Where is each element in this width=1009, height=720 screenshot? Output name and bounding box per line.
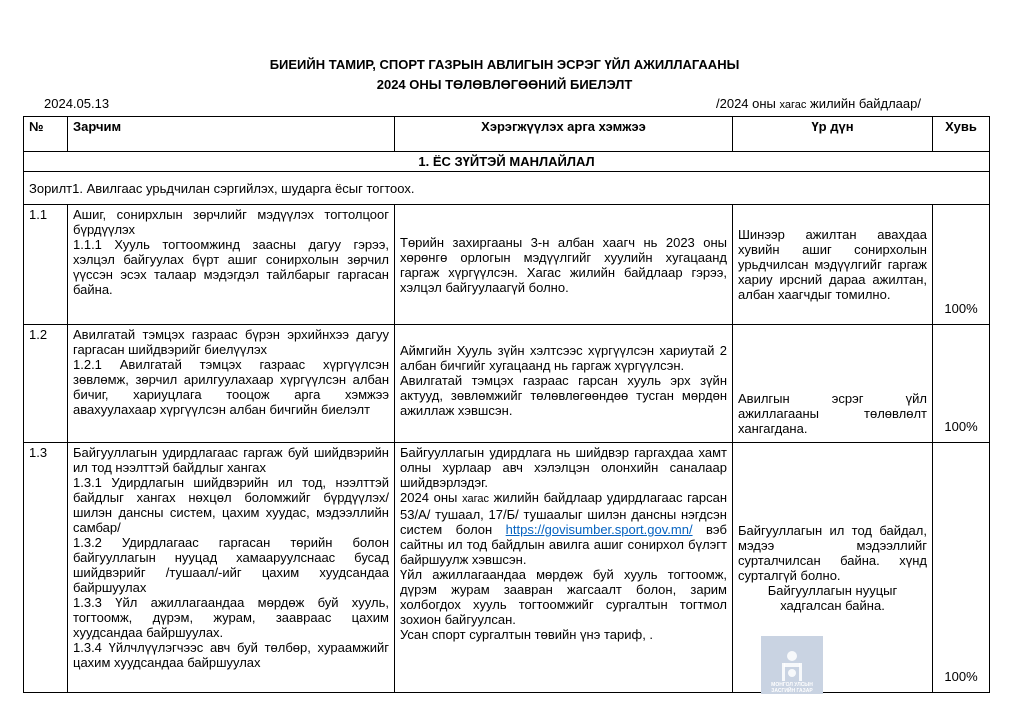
table-row xyxy=(24,443,990,693)
action-text: Аймгийн Хууль зүйн хэлтсээс хүргүүлсэн хариутай 2 албан бичгийг хугацаанд нь гаргаж хүргүүлсэн. xyxy=(400,343,727,373)
table-row xyxy=(24,205,990,325)
period-note: /2024 оны хагас жилийн байдлаар/ xyxy=(716,96,921,111)
principle-item: 1.3.2 Удирдлагаас гаргасан төрийн болон байгууллагын нууцад хамааруулснаас бусад шийдвэрийг /тушаал/-ийг цахим хуудсандаа байршуулах xyxy=(73,535,389,595)
row-principle xyxy=(68,205,395,325)
goal-row xyxy=(24,172,990,205)
row-percent: 100% xyxy=(933,325,990,443)
result-text: Байгууллагын нууцыг хадгалсан байна. xyxy=(767,582,898,613)
report-date: 2024.05.13 xyxy=(44,96,110,111)
result-text: Байгууллагын ил тод байдал, мэдээ мэдээллийг сурталчилсан байна. хүнд сурталгүй болно. xyxy=(738,522,927,583)
header-principle: Зарчим xyxy=(68,117,395,152)
row-percent: 100% xyxy=(933,443,990,693)
seal-text: МОНГОЛ УЛСЫН xyxy=(771,682,813,688)
row-principle xyxy=(68,325,395,443)
row-action xyxy=(395,443,733,693)
soyombo-emblem-icon xyxy=(777,648,807,682)
header-result: Үр дүн xyxy=(733,117,933,152)
row-result: Авилгын эсрэг үйл ажиллагааны төлөвлөлт хангагдана. xyxy=(733,325,933,443)
row-number: 1.3 xyxy=(24,443,68,693)
header-percent: Хувь xyxy=(933,117,990,152)
principle-title: Байгууллагын удирдлагаас гаргаж буй шийдвэрийн ил тод нээлттэй байдлыг хангах xyxy=(73,445,389,475)
seal-text: ЗАСГИЙН ГАЗАР xyxy=(771,688,813,694)
principle-title: Авилгатай тэмцэх газраас бүрэн эрхийнхээ дагуу гаргасан шийдвэрийг биелүүлэх xyxy=(73,327,389,357)
principle-item: 1.3.4 Үйлчлүүлэгчээс авч буй төлбөр, хураамжийг цахим хуудсандаа байршуулах xyxy=(73,640,389,670)
government-seal-logo xyxy=(761,636,823,694)
row-number: 1.1 xyxy=(24,205,68,325)
action-text: 2024 оны хагас жилийн байдлаар удирдлагаас гарсан 53/А/ тушаал, 17/Б/ тушаалыг шилэн дансны нэгдсэн систем болон https://govisumber.sport.gov.mn/ вэб сайтны ил тод байдлын авилга ашиг сонирхол бүлэгт байршуулж хэвшсэн. xyxy=(400,490,727,567)
principle-item: 1.1.1 Хууль тогтоомжинд заасны дагуу гэрээ, хэлцэл байгуулах бүрт ашиг сонирхолын зөрчил үүссэн эсэх талаар мэдэгдэл тайлбарыг гаргасан байна. xyxy=(73,237,389,297)
action-text: Авилгатай тэмцэх газраас гарсан хууль эрх зүйн актууд, зөвлөмжийг төлөвлөгөөндөө тусган мөрдөн ажиллаж хэвшсэн. xyxy=(400,373,727,418)
action-text: Үйл ажиллагаандаа мөрдөж буй хууль тогтоомж, дүрэм журам заавран жагсаалт болон, зарим холбогдох хууль тогтоомжийг сургалтын тогтмол зохион байгуулсан. xyxy=(400,567,727,627)
goal-text: Зорилт1. Авилгаас урьдчилан сэргийлэх, шударга ёсыг тогтоох. xyxy=(24,172,990,205)
row-number: 1.2 xyxy=(24,325,68,443)
website-link[interactable]: https://govisumber.sport.gov.mn/ xyxy=(505,522,693,537)
document-title-line1: БИЕИЙН ТАМИР, СПОРТ ГАЗРЫН АВЛИГЫН ЭСРЭГ ҮЙЛ АЖИЛЛАГААНЫ xyxy=(269,57,740,72)
document-title-line2: 2024 ОНЫ ТӨЛӨВЛӨГӨӨНИЙ БИЕЛЭЛТ xyxy=(376,77,633,92)
row-result: Шинээр ажилтан авахдаа хувийн ашиг сонирхолын урьдчилсан мэдүүлгийг гаргаж хариу ирсний дараа ажилтан, албан хаагчдыг томилно. xyxy=(733,205,933,325)
section-title: 1. ЁС ЗҮЙТЭЙ МАНЛАЙЛАЛ xyxy=(24,152,990,172)
row-percent: 100% xyxy=(933,205,990,325)
section-row xyxy=(24,152,990,172)
principle-item: 1.3.1 Удирдлагын шийдвэрийн ил тод, нээлттэй байдлыг хангах нөхцөл боломжийг бүрдүүлэх/шилэн дансны систем, цахим хуудас, мэдээллийн самбар/ xyxy=(73,475,389,535)
table-header-row xyxy=(24,117,990,152)
principle-item: 1.3.3 Үйл ажиллагаандаа мөрдөж буй хууль, тогтоомж, дүрэм, журам, заавраас цахим хуудсандаа байршуулах. xyxy=(73,595,389,640)
row-action xyxy=(395,205,733,325)
action-text: Төрийн захиргааны 3-н албан хаагч нь 2023 оны хөрөнгө орлогын мэдүүлгийг хуулийн хугацаанд гаргаж хүргүүлсэн. Хагас жилийн байдлаар гэрээ, хэлцэл байгуулаагүй болно. xyxy=(400,234,727,295)
principle-item: 1.2.1 Авилгатай тэмцэх газраас хүргүүлсэн зөвлөмж, зөрчил арилгуулахаар хүргүүлсэн албан бичиг, хариуцлага тооцож арга хэмжээ авахуулахаар хүргүүлсэн албан бичгийн биелэлт xyxy=(73,357,389,417)
table-row xyxy=(24,325,990,443)
row-principle xyxy=(68,443,395,693)
action-text: Байгууллагын удирдлага нь шийдвэр гаргахдаа хамт олны хурлаар авч хэлэлцэн олонхийн саналаар шийдвэрлэдэг. xyxy=(400,445,727,490)
row-action xyxy=(395,325,733,443)
principle-title: Ашиг, сонирхлын зөрчлийг мэдүүлэх тогтолцоог бүрдүүлэх xyxy=(73,207,389,237)
plan-table xyxy=(23,116,990,693)
header-action: Хэрэгжүүлэх арга хэмжээ xyxy=(395,117,733,152)
action-text: Усан спорт сургалтын төвийн үнэ тариф, . xyxy=(400,627,654,642)
header-number: № xyxy=(24,117,68,152)
